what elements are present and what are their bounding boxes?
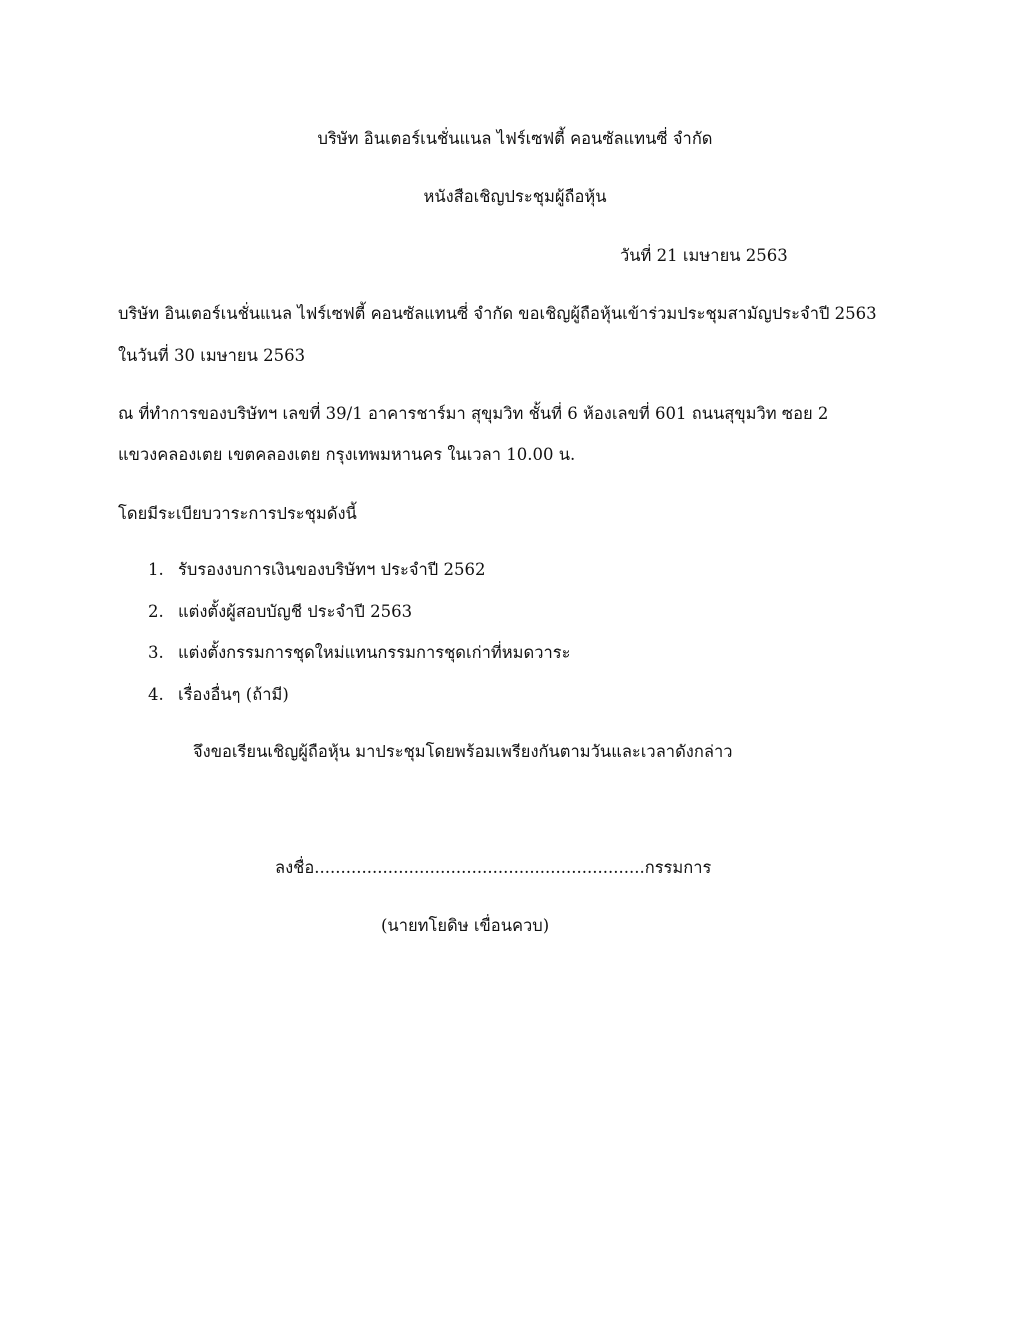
venue-text-line-2: แขวงคลองเตย เขตคลองเตย กรุงเทพมหานคร ในเวลา 10.00 น. — [118, 445, 576, 464]
agenda-list — [148, 559, 571, 725]
agenda-item-text: แต่งตั้งกรรมการชุดใหม่แทนกรรมการชุดเก่าที่หมดวาระ — [178, 643, 571, 662]
letter-date: วันที่ 21 เมษายน 2563 — [620, 246, 788, 265]
venue-text-line-1: ณ ที่ทำการของบริษัทฯ เลขที่ 39/1 อาคารชาร์มา สุขุมวิท ชั้นที่ 6 ห้องเลขที่ 601 ถนนสุขุมวิท ซอย 2 — [118, 404, 829, 423]
agenda-item — [148, 559, 571, 601]
signer-name: (นายทโยดิษ เขื่อนควบ) — [381, 916, 550, 935]
agenda-item — [148, 684, 571, 726]
agenda-item-text: เรื่องอื่นๆ (ถ้ามี) — [178, 684, 289, 704]
document-title: หนังสือเชิญประชุมผู้ถือหุ้น — [423, 187, 607, 206]
invitation-text-line-1: บริษัท อินเตอร์เนชั่นแนล ไฟร์เซฟตี้ คอนซัลแทนซี่ จำกัด ขอเชิญผู้ถือหุ้นเข้าร่วมประชุมสามัญประจำปี 2563 — [118, 304, 877, 323]
agenda-intro: โดยมีระเบียบวาระการประชุมดังนี้ — [118, 504, 357, 523]
company-title: บริษัท อินเตอร์เนชั่นแนล ไฟร์เซฟตี้ คอนซัลแทนซี่ จำกัด — [317, 129, 713, 148]
agenda-item — [148, 601, 571, 643]
agenda-item-number: 1. — [148, 560, 164, 579]
agenda-item-number: 4. — [148, 684, 164, 704]
signature-line: ลงชื่อ...............................................................กรรมการ — [275, 858, 712, 877]
agenda-item-number: 3. — [148, 643, 164, 662]
invitation-text-line-2: ในวันที่ 30 เมษายน 2563 — [118, 346, 306, 365]
agenda-item — [148, 642, 571, 684]
agenda-item-text: แต่งตั้งผู้สอบบัญชี ประจำปี 2563 — [178, 601, 413, 621]
agenda-item-text: รับรองงบการเงินของบริษัทฯ ประจำปี 2562 — [178, 560, 486, 579]
agenda-item-number: 2. — [148, 601, 164, 621]
closing-statement: จึงขอเรียนเชิญผู้ถือหุ้น มาประชุมโดยพร้อมเพรียงกันตามวันและเวลาดังกล่าว — [193, 742, 733, 761]
